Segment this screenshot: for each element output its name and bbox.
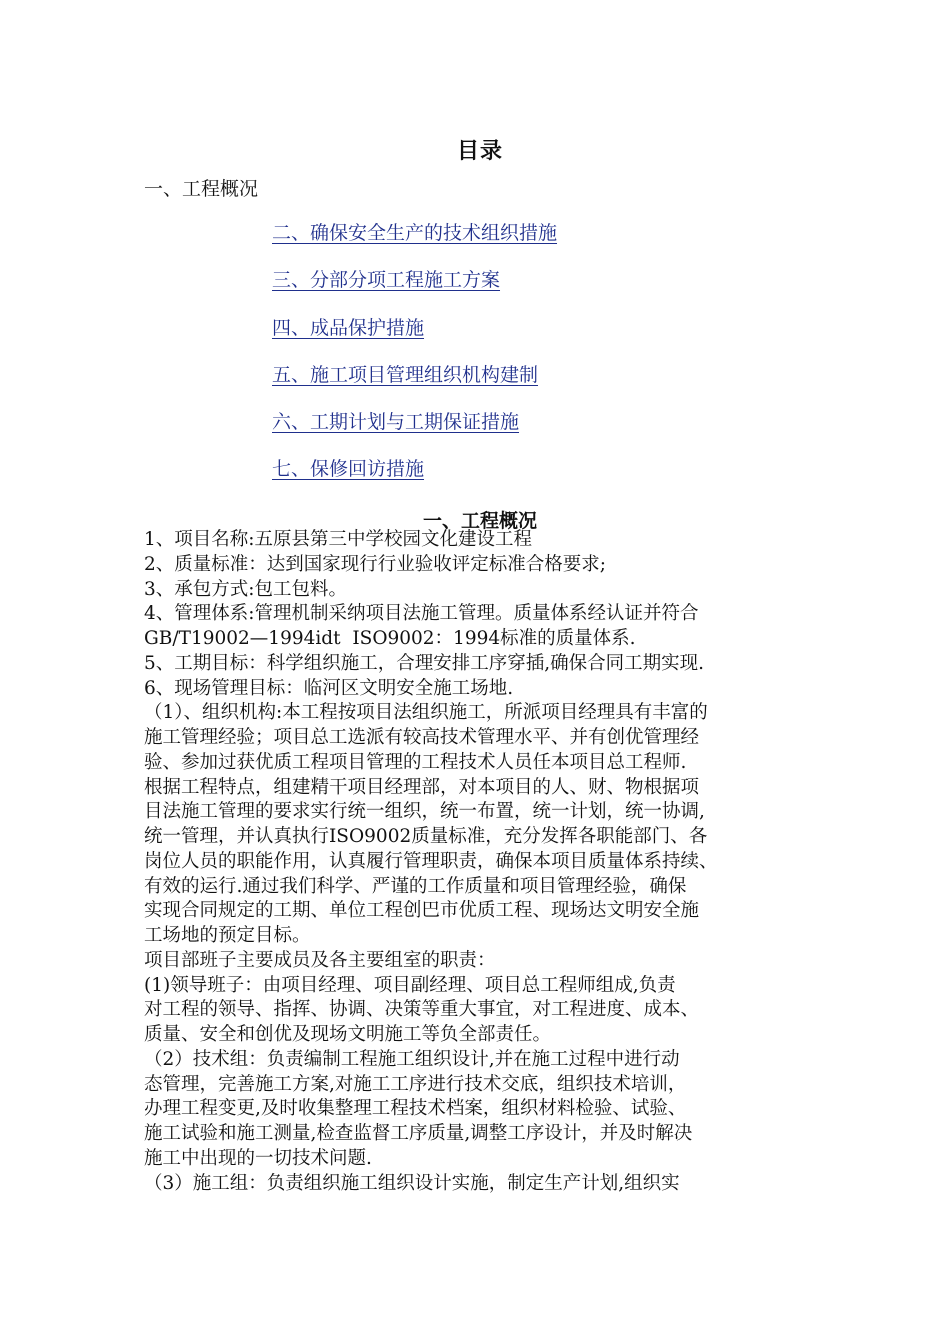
toc-link-construction-plan[interactable]: 三、分部分项工程施工方案	[272, 269, 501, 292]
body-line: 对工程的领导、指挥、协调、决策等重大事宜，对工程进度、成本、	[144, 999, 700, 1021]
body-line: 施工中出现的一切技术问题.	[144, 1147, 372, 1169]
toc-link-safety-measures[interactable]: 二、确保安全生产的技术组织措施	[272, 222, 558, 244]
body-line: 实现合同规定的工期、单位工程创巴市优质工程、现场达文明安全施	[144, 900, 700, 922]
body-line: 统一管理，并认真执行ISO9002质量标准，充分发挥各职能部门、各	[144, 826, 708, 847]
section-body	[144, 528, 844, 1196]
body-line: 办理工程变更,及时收集整理工程技术档案，组织材料检验、试验、	[144, 1098, 687, 1120]
toc-link-warranty[interactable]: 七、保修回访措施	[272, 458, 425, 481]
body-line: 6、现场管理目标：临河区文明安全施工场地.	[144, 677, 514, 699]
toc-entry	[272, 454, 557, 501]
body-line: 4、管理体系:管理机制采纳项目法施工管理。质量体系经认证并符合	[144, 603, 699, 625]
body-line: (1)领导班子：由项目经理、项目副经理、项目总工程师组成,负责	[144, 974, 676, 996]
body-line: （2）技术组：负责编制工程施工组织设计,并在施工过程中进行动	[144, 1048, 680, 1070]
toc-entry	[272, 218, 557, 265]
toc-entry	[272, 407, 557, 454]
toc-link-list	[272, 218, 557, 502]
body-line: 验、参加过获优质工程项目管理的工程技术人员任本项目总工程师.	[144, 751, 687, 773]
body-line: 有效的运行.通过我们科学、严谨的工作质量和项目管理经验，确保	[144, 875, 687, 897]
body-line: 2、质量标准：达到国家现行行业验收评定标准合格要求;	[144, 553, 607, 575]
body-line: GB/T19002—1994idt ISO9002：1994标准的质量体系.	[144, 628, 636, 649]
body-line: （1）、组织机构:本工程按项目法组织施工，所派项目经理具有丰富的	[144, 702, 708, 724]
toc-entry	[272, 265, 557, 312]
section-heading: 一、工程概况	[422, 510, 537, 532]
body-line: 1、项目名称:五原县第三中学校园文化建设工程	[144, 529, 533, 550]
body-line: 根据工程特点，组建精干项目经理部，对本项目的人、财、物根据项	[144, 776, 700, 798]
body-line: 目法施工管理的要求实行统一组织，统一布置，统一计划，统一协调,	[144, 801, 705, 823]
body-line: 质量、安全和创优及现场文明施工等负全部责任。	[144, 1024, 552, 1045]
toc-entry	[272, 313, 557, 360]
body-line: 态管理，完善施工方案,对施工工序进行技术交底，组织技术培训，	[144, 1073, 687, 1095]
toc-entry	[272, 360, 557, 407]
toc-link-management-organization[interactable]: 五、施工项目管理组织机构建制	[272, 363, 539, 386]
toc-item-overview: 一、工程概况	[144, 178, 259, 200]
body-line: 3、承包方式:包工包料。	[144, 578, 348, 600]
body-line: （3）施工组：负责组织施工组织设计实施，制定生产计划,组织实	[144, 1172, 680, 1194]
toc-link-product-protection[interactable]: 四、成品保护措施	[272, 316, 425, 339]
body-line: 5、工期目标：科学组织施工，合理安排工序穿插,确保合同工期实现.	[144, 652, 705, 674]
body-line: 施工管理经验；项目总工选派有较高技术管理水平、并有创优管理经	[144, 727, 700, 748]
body-line: 施工试验和施工测量,检查监督工序质量,调整工序设计，并及时解决	[144, 1123, 693, 1144]
body-line: 工场地的预定目标。	[144, 925, 311, 946]
body-line: 岗位人员的职能作用，认真履行管理职责，确保本项目质量体系持续、	[144, 850, 718, 872]
body-line: 项目部班子主要成员及各主要组室的职责：	[144, 949, 496, 971]
toc-link-schedule[interactable]: 六、工期计划与工期保证措施	[272, 411, 520, 434]
toc-title: 目录	[456, 138, 503, 164]
